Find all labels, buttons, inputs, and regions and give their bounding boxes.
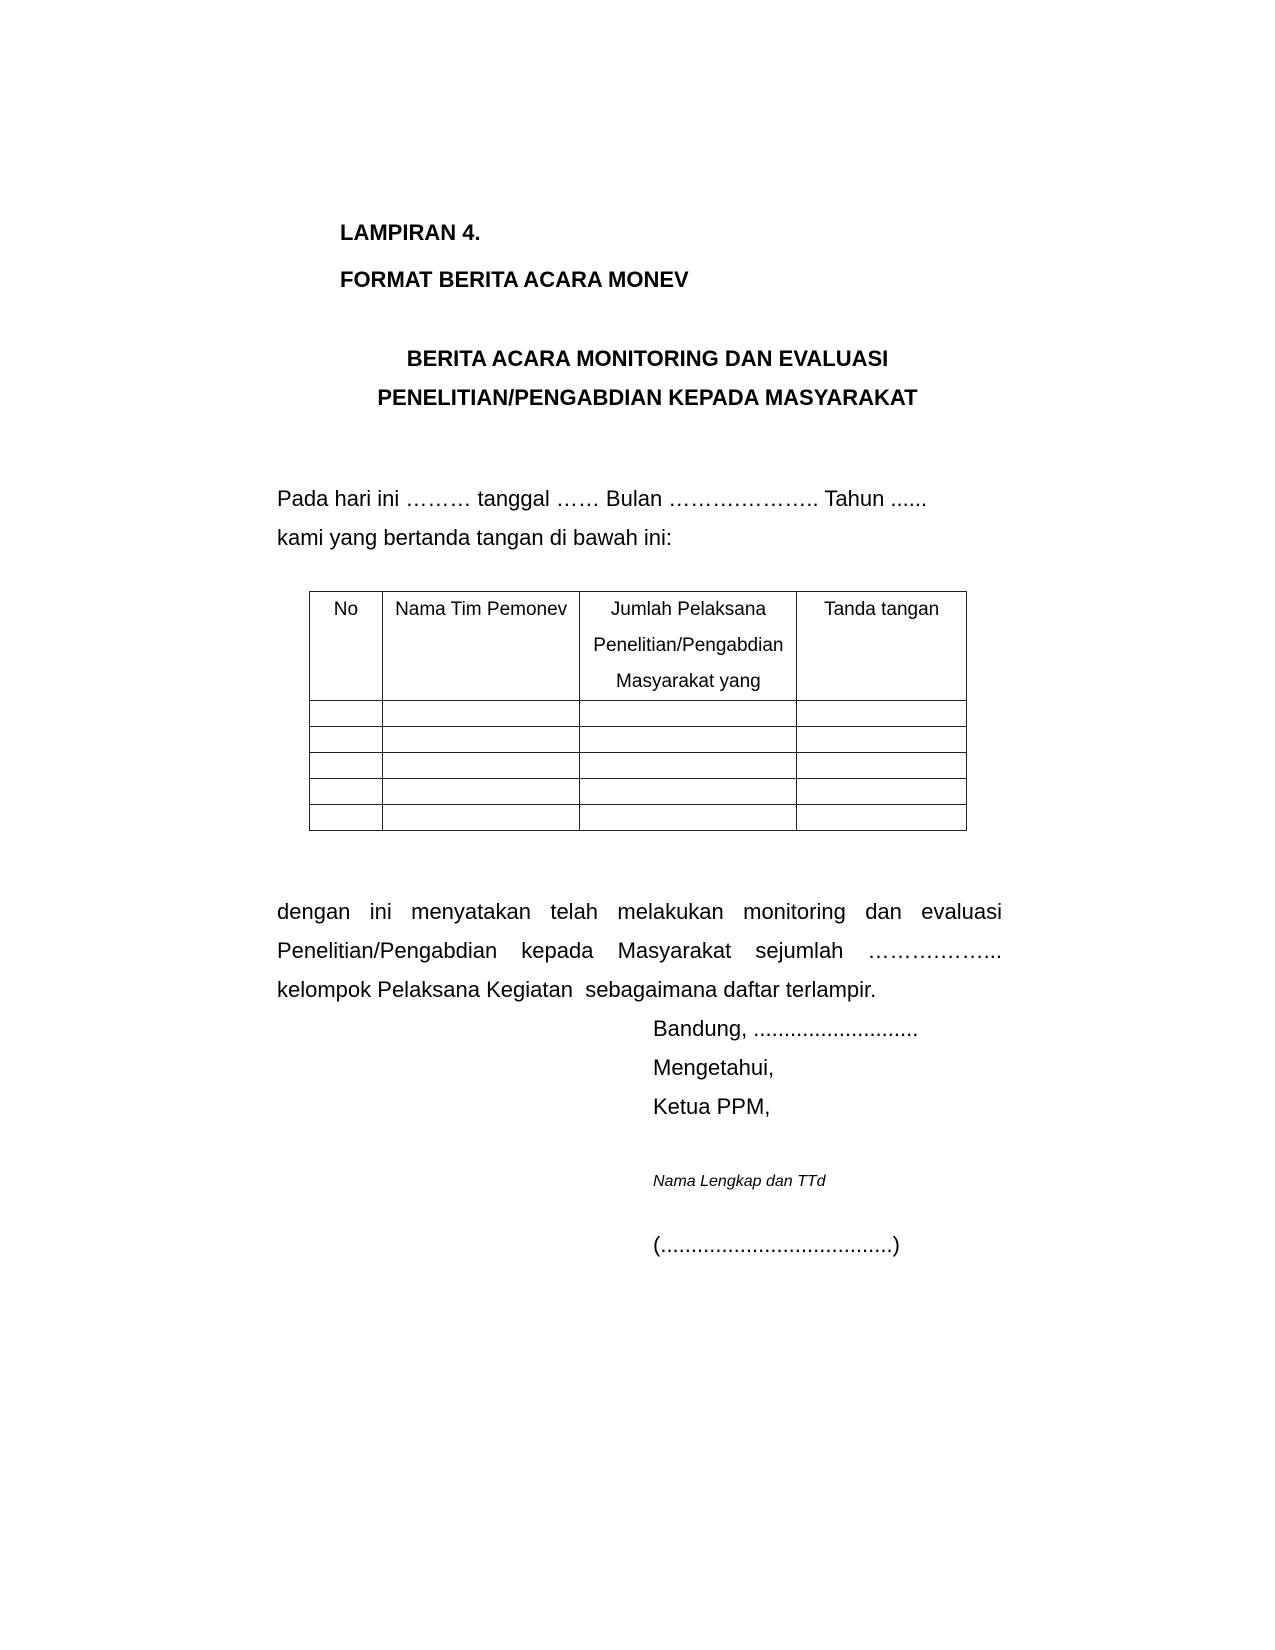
column-header-jumlah-line1: Jumlah Pelaksana xyxy=(610,599,767,620)
place-date-line: Bandung, ........................... xyxy=(653,1016,919,1041)
table-row xyxy=(310,779,967,805)
table-cell[interactable] xyxy=(382,805,580,831)
document-title-line2: PENELITIAN/PENGABDIAN KEPADA MASYARAKAT xyxy=(377,385,918,410)
table-header-row xyxy=(310,592,967,701)
table-cell[interactable] xyxy=(797,753,967,779)
table-row xyxy=(310,701,967,727)
signer-name-placeholder: (......................................) xyxy=(653,1232,900,1257)
column-header-jumlah xyxy=(580,592,797,701)
column-header-jumlah-line3: Masyarakat yang xyxy=(616,671,761,692)
table-cell[interactable] xyxy=(580,701,797,727)
table-cell[interactable] xyxy=(797,727,967,753)
signature-note: Nama Lengkap dan TTd xyxy=(653,1173,826,1190)
table-cell[interactable] xyxy=(797,701,967,727)
statement-word: dan xyxy=(865,899,902,924)
statement-word: dengan xyxy=(277,899,351,924)
table-row xyxy=(310,753,967,779)
table-cell[interactable] xyxy=(382,701,580,727)
column-header-nama: Nama Tim Pemonev xyxy=(382,592,580,701)
table-cell[interactable] xyxy=(797,805,967,831)
table-cell[interactable] xyxy=(580,753,797,779)
statement-line3: kelompok Pelaksana Kegiatan sebagaimana daftar terlampir. xyxy=(277,977,877,1002)
statement-word: menyatakan xyxy=(411,899,531,924)
signer-role: Ketua PPM, xyxy=(653,1094,771,1119)
document-title-line1: BERITA ACARA MONITORING DAN EVALUASI xyxy=(406,346,889,371)
column-header-jumlah-line2: Penelitian/Pengabdian xyxy=(593,635,784,656)
table-row xyxy=(310,727,967,753)
mengetahui-label: Mengetahui, xyxy=(653,1055,775,1080)
table-cell[interactable] xyxy=(580,727,797,753)
statement-word: kepada xyxy=(521,938,594,963)
statement-word: Penelitian/Pengabdian xyxy=(277,938,498,963)
table-cell[interactable] xyxy=(580,779,797,805)
statement-word: monitoring xyxy=(743,899,846,924)
table-cell[interactable] xyxy=(310,805,383,831)
table-cell[interactable] xyxy=(382,727,580,753)
statement-line1 xyxy=(277,899,1002,925)
column-header-ttd: Tanda tangan xyxy=(797,592,967,701)
statement-word: ……….……... xyxy=(867,938,1002,963)
statement-line2 xyxy=(277,938,1002,964)
table-cell[interactable] xyxy=(382,779,580,805)
statement-word: sejumlah xyxy=(755,938,844,963)
table-cell[interactable] xyxy=(310,701,383,727)
statement-word: telah xyxy=(550,899,599,924)
table-row xyxy=(310,805,967,831)
statement-word: ini xyxy=(369,899,392,924)
table-cell[interactable] xyxy=(382,753,580,779)
table-cell[interactable] xyxy=(580,805,797,831)
monev-team-table xyxy=(309,591,967,831)
statement-word: evaluasi xyxy=(921,899,1002,924)
table-cell[interactable] xyxy=(797,779,967,805)
table-cell[interactable] xyxy=(310,727,383,753)
table-cell[interactable] xyxy=(310,753,383,779)
intro-line1: Pada hari ini ……… tanggal …… Bulan ……….……….. Tahun ...... xyxy=(277,486,928,511)
statement-word: melakukan xyxy=(617,899,724,924)
lampiran-label: LAMPIRAN 4. xyxy=(340,220,481,245)
column-header-no: No xyxy=(310,592,383,701)
intro-line2: kami yang bertanda tangan di bawah ini: xyxy=(277,525,673,550)
table-cell[interactable] xyxy=(310,779,383,805)
statement-word: Masyarakat xyxy=(617,938,732,963)
format-heading: FORMAT BERITA ACARA MONEV xyxy=(340,267,689,292)
